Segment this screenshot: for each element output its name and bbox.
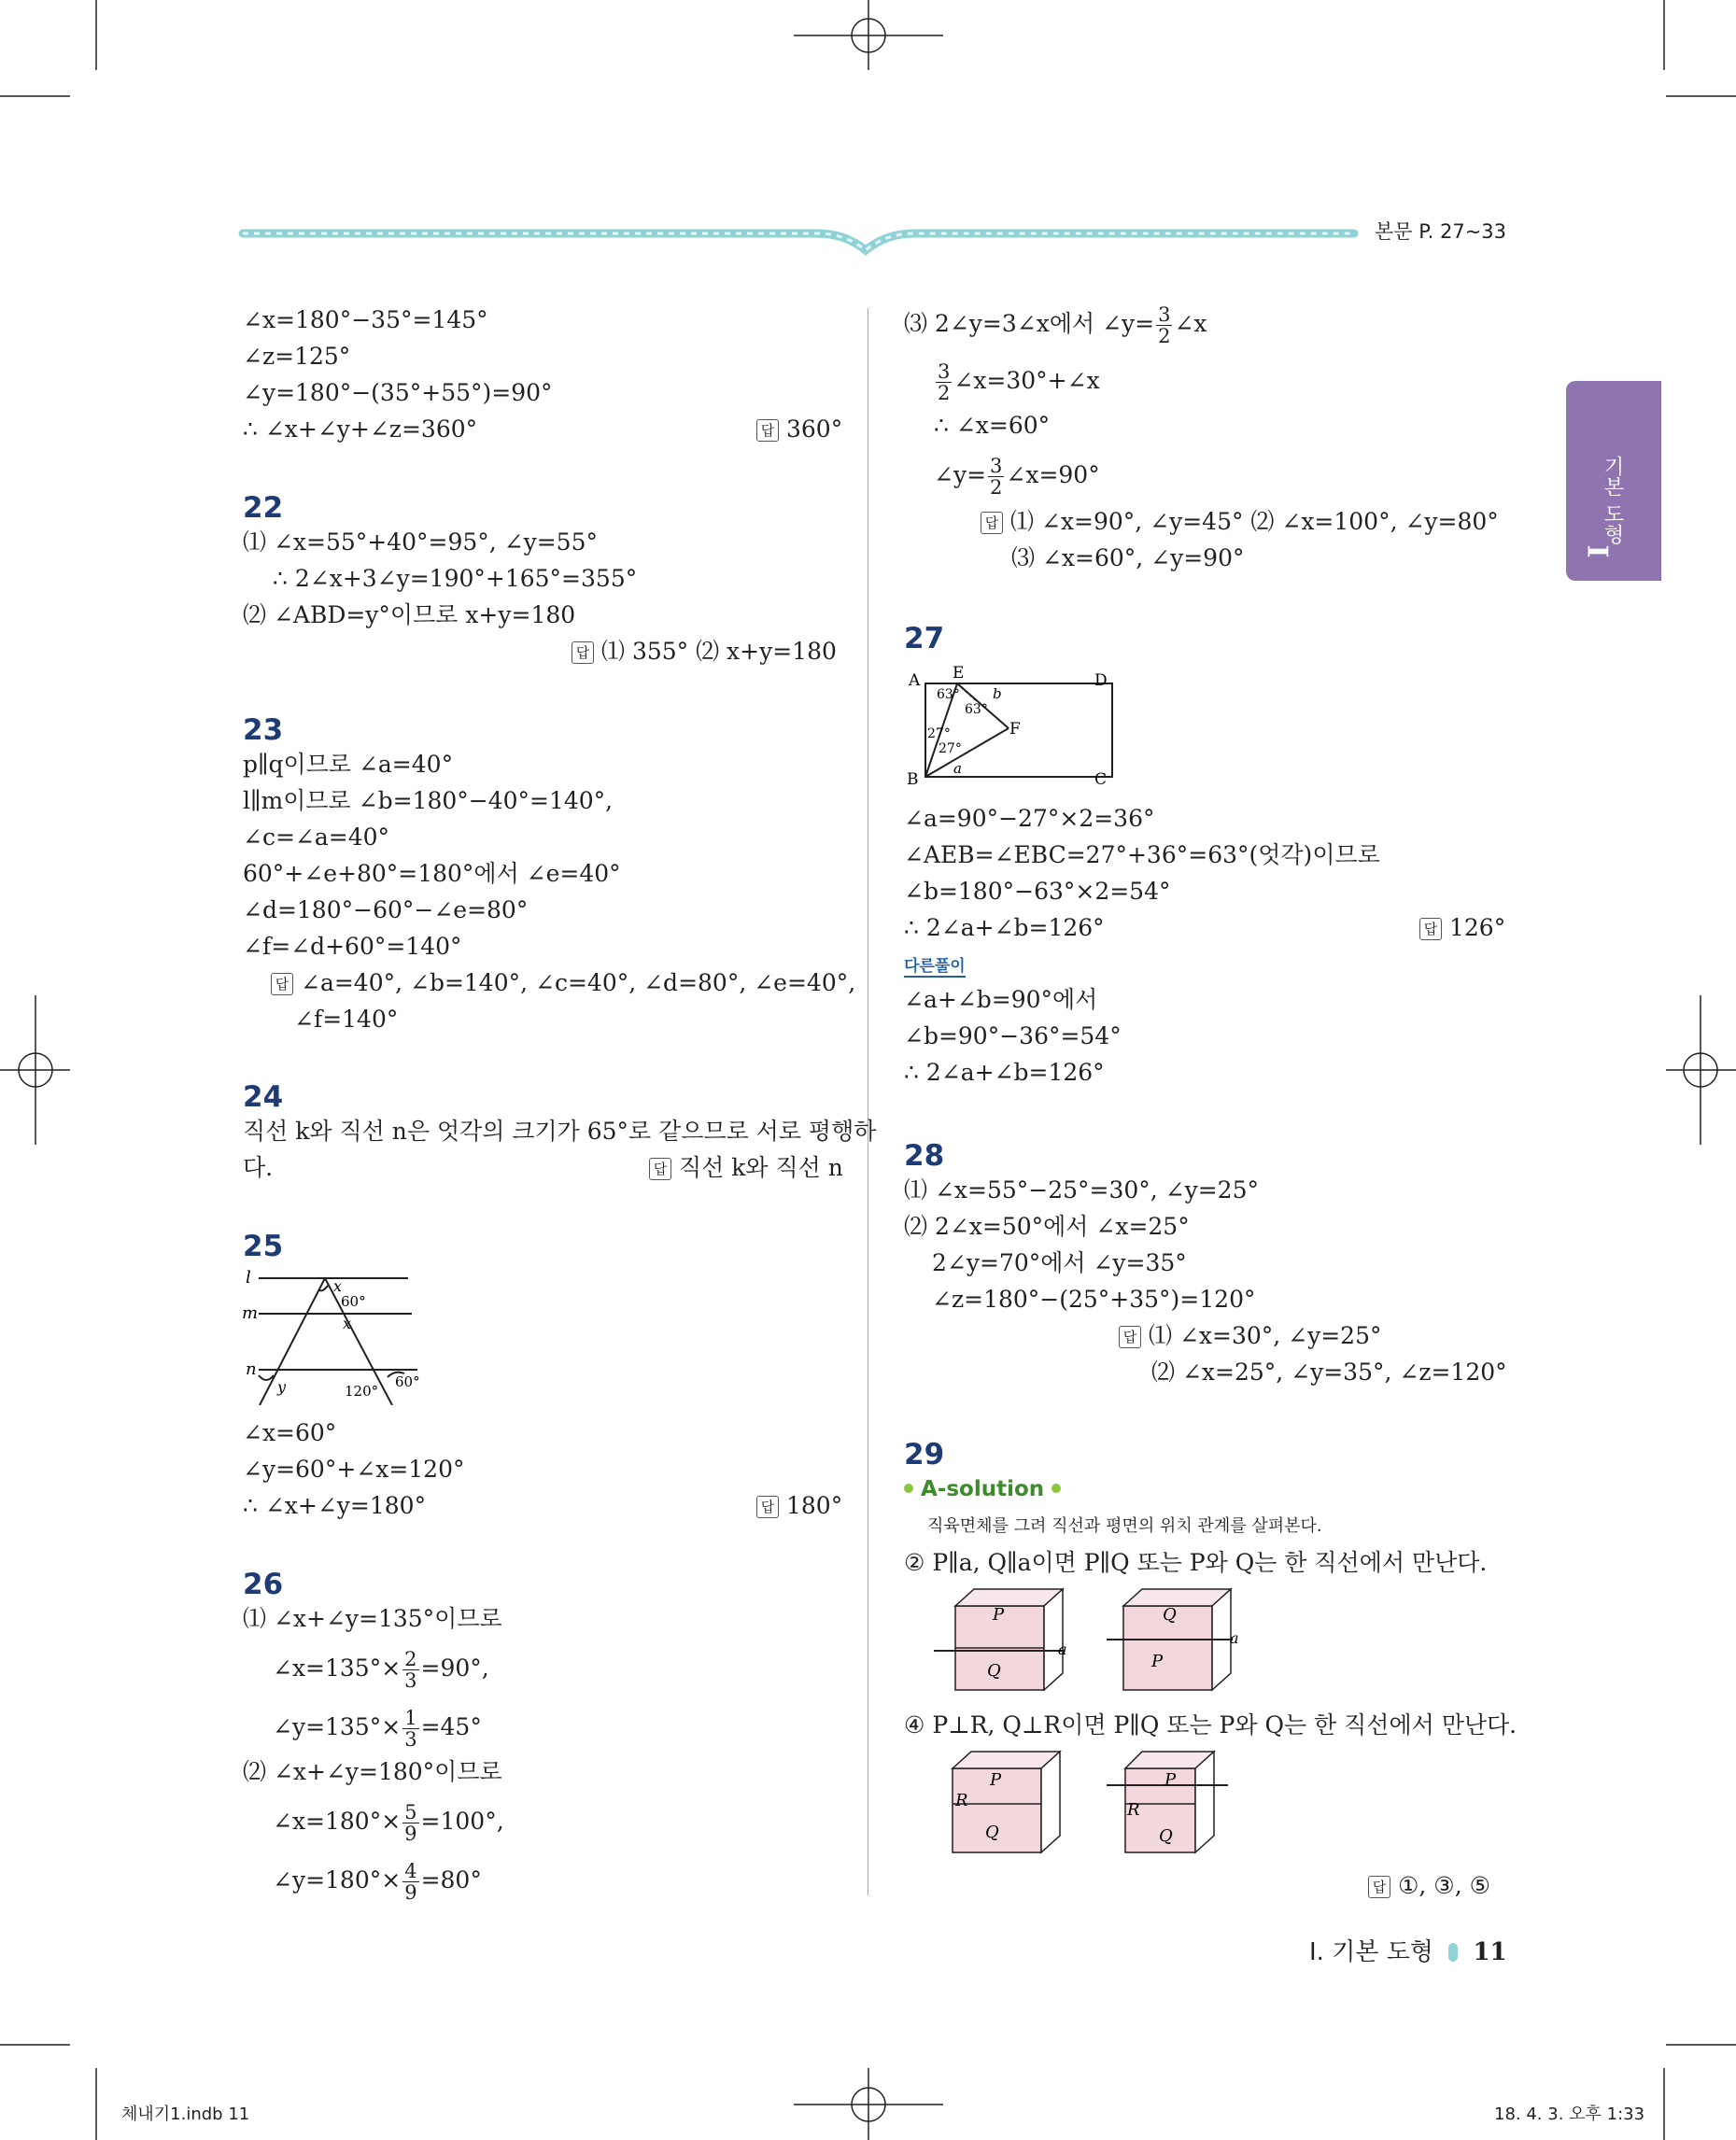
text-line: ∴ 2∠x+3∠y=190°+165°=355° [273,565,638,592]
label-D: D [1094,671,1108,690]
text-line: ⑴ ∠x=55°−25°=30°, ∠y=25° [904,1176,1259,1204]
problem-number: 29 [904,1438,945,1471]
svg-text:P: P [1164,1770,1177,1790]
answer-icon: 답 [1119,1326,1141,1348]
text-line: 직선 k와 직선 n은 엇각의 크기가 65°로 같으므로 서로 평행하 [243,1118,877,1145]
svg-text:a: a [1230,1629,1239,1647]
text-line: ⑵ ∠ABD=y°이므로 x+y=180 [243,601,576,628]
problem-number: 26 [243,1568,284,1601]
label-x: x [343,1315,352,1332]
svg-text:Q: Q [1159,1826,1173,1846]
fraction: $\frac{5}{9}$ [404,1801,417,1845]
answer: 답 360° [756,413,842,446]
answer-icon: 답 [1419,918,1442,940]
text-line: ⑴ ∠x=55°+40°=95°, ∠y=55° [243,528,598,556]
answer-icon: 답 [271,973,293,995]
label-63: 63° [937,687,960,702]
parallel-lines-figure [238,1265,425,1405]
answer-icon: 답 [756,1496,779,1518]
text-line: ∠d=180°−60°−∠e=80° [243,896,529,923]
footer-file: 체내기1.indb 11 [121,2105,250,2124]
page-number: 11 [1473,1938,1507,1966]
text-line: ∠x=135°× $\frac{2}{3}$ =90°, [273,1648,489,1692]
text-line: ∴ 2∠a+∠b=126° [904,914,1105,941]
label-a: a [953,760,962,777]
answer-icon: 답 [649,1158,671,1180]
label-F: F [1009,720,1021,739]
answer-icon: 답 [1368,1876,1390,1898]
svg-text:R: R [955,1791,968,1810]
label-B: B [907,770,919,789]
leaf-icon [1448,1943,1458,1962]
text-line: ④ P⊥R, Q⊥R이면 P∥Q 또는 P와 Q는 한 직선에서 만난다. [904,1711,1517,1739]
text-line: ⑶ 2∠y=3∠x에서 ∠y= $\frac{3}{2}$ ∠x [904,303,1207,347]
text-line: ∠b=90°−36°=54° [904,1022,1122,1049]
text-line: p∥q이므로 ∠a=40° [243,751,454,778]
text-line: ∠y=180°× $\frac{4}{9}$ =80° [273,1860,482,1904]
fraction: $\frac{3}{2}$ [938,360,951,404]
text-line: ∠c=∠a=40° [243,824,390,851]
fraction: $\frac{3}{2}$ [990,455,1003,499]
fraction: $\frac{3}{2}$ [1158,303,1171,347]
answer-icon: 답 [981,512,1003,534]
text-line: 60°+∠e+80°=180°에서 ∠e=40° [243,860,621,887]
text-line: ⑵ ∠x+∠y=180°이므로 [243,1758,502,1785]
problem-number: 24 [243,1080,284,1114]
svg-text:a: a [1058,1640,1067,1658]
problem-number: 28 [904,1139,945,1173]
a-solution-label: A-solution [904,1477,1061,1501]
answer: 답 ∠a=40°, ∠b=140°, ∠c=40°, ∠d=80°, ∠e=40°, [271,966,855,1000]
label-m: m [242,1303,259,1323]
problem-number: 23 [243,713,284,747]
fraction: $\frac{1}{3}$ [404,1707,417,1751]
folded-rectangle-figure [901,663,1121,789]
answer: 답 ⑴ ∠x=90°, ∠y=45° ⑵ ∠x=100°, ∠y=80° [981,505,1499,539]
header-rule [238,215,1359,261]
label-60: 60° [341,1293,366,1310]
cube-figures-parallel [929,1587,1256,1699]
text-line: ∠a+∠b=90°에서 [904,986,1098,1013]
text-line: ∴ ∠x+∠y+∠z=360° [243,415,478,443]
text-line: ∠z=180°−(25°+35°)=120° [932,1286,1256,1313]
svg-text:Q: Q [987,1661,1001,1681]
label-A: A [909,671,921,690]
svg-text:P: P [1151,1652,1164,1671]
text-line: $\frac{3}{2}$ ∠x=30°+∠x [938,360,1100,404]
answer: 답 직선 k와 직선 n [649,1151,843,1185]
problem-number: 27 [904,622,945,655]
label-b: b [993,685,1002,702]
text-line: ∠z=125° [243,343,351,370]
answer-icon: 답 [572,641,594,664]
text-line: ∠x=180°× $\frac{5}{9}$ =100°, [273,1801,504,1845]
label-C: C [1094,770,1108,789]
label-63: 63° [965,702,988,717]
answer-icon: 답 [756,419,779,442]
text-line: ∠y=60°+∠x=120° [243,1456,465,1483]
text-line: 2∠y=70°에서 ∠y=35° [932,1249,1187,1276]
text-line: ∠AEB=∠EBC=27°+36°=63°(엇각)이므로 [904,841,1380,868]
text-line: ∠y= $\frac{3}{2}$ ∠x=90° [934,455,1100,499]
svg-text:R: R [1127,1800,1140,1820]
text-line: ⑶ ∠x=60°, ∠y=90° [1011,544,1245,571]
svg-text:P: P [990,1770,1002,1790]
svg-text:P: P [993,1605,1005,1625]
fraction: $\frac{4}{9}$ [404,1860,417,1904]
svg-text:Q: Q [1163,1605,1177,1625]
label-E: E [953,664,965,683]
text-line: ∠y=180°−(35°+55°)=90° [243,379,553,406]
label-27: 27° [927,726,951,741]
text-line: ⑵ ∠x=25°, ∠y=35°, ∠z=120° [1151,1359,1507,1386]
text-line: ∠a=90°−27°×2=36° [904,805,1155,832]
footer-timestamp: 18. 4. 3. 오후 1:33 [1494,2105,1645,2124]
chapter-tab-label: 기본 도형 [1601,456,1624,544]
text-line: ∠b=180°−63°×2=54° [904,878,1171,905]
fraction: $\frac{2}{3}$ [404,1648,417,1692]
text-line: ∴ ∠x+∠y=180° [243,1492,427,1519]
page-reference: 본문 P. 27~33 [1375,220,1507,243]
answer: 답 180° [756,1489,842,1523]
problem-number: 22 [243,491,284,525]
svg-text:Q: Q [985,1823,999,1842]
text-line: ∠f=∠d+60°=140° [243,933,462,960]
text-line: ⑴ ∠x+∠y=135°이므로 [243,1605,502,1632]
problem-number: 25 [243,1230,284,1263]
footer-section: Ⅰ. 기본 도형 11 [1309,1938,1507,1966]
answer: 답 ⑴ ∠x=30°, ∠y=25° [1119,1319,1381,1353]
chapter-tab [1566,381,1661,581]
text-line: ⑵ 2∠x=50°에서 ∠x=25° [904,1213,1190,1240]
label-l: l [246,1268,251,1288]
answer: 답 ①, ③, ⑤ [1368,1869,1490,1903]
a-solution-text: 직육면체를 그려 직선과 평면의 위치 관계를 살펴본다. [927,1516,1322,1536]
text-line: ∠y=135°× $\frac{1}{3}$ =45° [273,1707,482,1751]
text-line: ∴ 2∠a+∠b=126° [904,1059,1105,1086]
cube-figures-perpendicular [929,1748,1256,1860]
label-y: y [277,1378,287,1396]
text-line: ∠x=60° [243,1419,337,1446]
label-27: 27° [939,741,962,756]
text-line: l∥m이므로 ∠b=180°−40°=140°, [243,787,614,814]
text-line: ② P∥a, Q∥a이면 P∥Q 또는 P와 Q는 한 직선에서 만난다. [904,1549,1488,1576]
label-120: 120° [345,1383,379,1400]
label-x: x [333,1277,343,1295]
text-line: ∴ ∠x=60° [934,412,1051,439]
label-n: n [246,1359,257,1379]
answer: 답 ⑴ 355° ⑵ x+y=180 [572,635,837,669]
text-line: 다. [243,1154,274,1181]
answer: 답 126° [1419,911,1505,945]
label-60: 60° [395,1373,420,1390]
text-line: ∠f=140° [294,1006,399,1033]
text-line: ∠x=180°−35°=145° [243,306,488,333]
chapter-tab-roman: I [1580,544,1614,558]
alternative-solution-label: 다른풀이 [904,952,966,978]
